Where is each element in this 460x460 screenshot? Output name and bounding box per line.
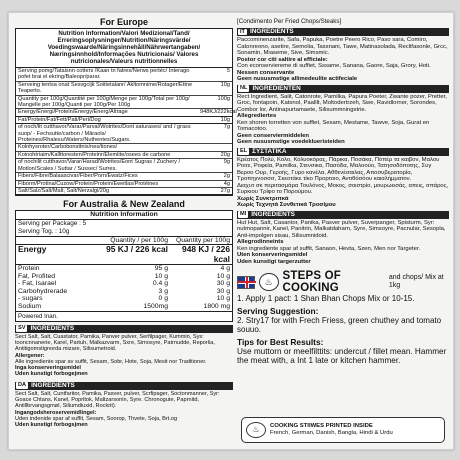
- left-ingredient-sections: [15, 325, 233, 430]
- ingredient-section-header: [15, 382, 233, 390]
- au-row-value-b: 30 g: [216, 280, 230, 288]
- allergen-text: Alle ingrediente spar av suffit, Sesam, Sobr, Hote, Soja, Mesit nor Traditioner.: [15, 358, 207, 365]
- au-footer: Powered Inan.: [16, 311, 232, 321]
- right-ingredient-sections: [237, 28, 449, 266]
- nutrition-row: [16, 124, 232, 144]
- au-row-value-b: 948 KJ / 226 kcal: [182, 244, 230, 264]
- nutrition-label: Fat/Protein/Fat/Fett/Pati/Peri/Dog: [18, 116, 101, 123]
- ingredient-text: [237, 219, 449, 267]
- ingredient-note: Χωρίς Τεχνητά Συνθετικά Τροσίμου: [237, 202, 336, 208]
- language-code-badge: NL: [240, 85, 248, 92]
- printed-inside-line: COOKING STIIWES PRINTED INSIDE: [270, 423, 373, 429]
- languages-line: French, German, Danish, Bangla, Hindi & Urdu: [270, 430, 393, 436]
- step-2: 2. Stry17 for with Frech Friess, green chuthey and tomato souuo.: [237, 316, 442, 334]
- product-subtitle: [Condimento Per Fried Chops/Steaks]: [237, 18, 342, 25]
- preservative-note: Uden kunstigt forbogejmen: [15, 371, 88, 378]
- au-row: [16, 288, 232, 296]
- europe-nutrition-rows: [16, 68, 237, 195]
- tips-text: Use muttorn or meelfilttits: undercut / fillet mean. Hammer the meat with, a Int 1 late or kitchen hammer.: [237, 347, 447, 366]
- product-label-card: [8, 12, 454, 450]
- ingredient-section-header: [237, 211, 449, 219]
- ingredient-section-title: ΣΥΣΤΑΤΙΚΑ: [252, 147, 287, 155]
- au-row: [16, 295, 232, 303]
- ingredient-section-title: INGREDIENTS: [31, 381, 75, 389]
- nutrition-value: 4g: [223, 180, 230, 187]
- nutrition-label: Koinohtriaim/Kallttoresten/Proteinr/Elemiite/osees de carbone: [18, 151, 171, 158]
- au-row: [16, 265, 232, 273]
- nutrition-value: 10g: [220, 81, 230, 88]
- nutrition-value: 2g: [223, 173, 230, 180]
- ingredient-list: Sect Salt, Salt, Cuntfaritor, Pamika, Pasver, pulver, Scrfipager, Soctonmanner, Syr: Goace Chtans, Kanel, Poprltok, Maltzarsonin, Syre. Chronogute, Paprnitd, Antillbrvangsgmøl, Siliumdiuxid, Rockrit).: [15, 390, 220, 410]
- au-row-value-a: 10 g: [154, 272, 168, 280]
- nutrition-row: [16, 82, 232, 96]
- nutrition-value: 7g: [223, 124, 230, 131]
- nutrition-value: 27g: [220, 187, 230, 194]
- nutrition-value: 20g: [220, 151, 230, 158]
- language-code-badge: DA: [18, 382, 27, 389]
- nutrition-row: [16, 159, 232, 173]
- au-row: [16, 303, 232, 311]
- nutrition-row: [16, 96, 232, 110]
- au-col-b: Quantity per 100g: [175, 236, 230, 244]
- nutrition-row: [16, 68, 232, 82]
- europe-nutrition-title: Nutrition Information/Valori Medizional/Tand/ Erreringsoplysninger/Nutrition/Näringsvärde/ Voedingswaarde/Näringsinnehåll/Nährwertangaben/ Næringsinnhold/Informações Nutricionais/ Valores nutricionales/Valeurs nutritionnelles: [16, 29, 232, 68]
- ingredient-text: [15, 390, 233, 430]
- language-code-badge: MI: [240, 211, 247, 218]
- nutrition-value: 948KJ/222kcal: [200, 109, 237, 116]
- preservative-note: Inga konserveringsmidel: [15, 365, 81, 372]
- ingredient-note: Allegrodinneints: [237, 239, 284, 245]
- au-heading: For Australia & New Zealand: [63, 199, 185, 210]
- nutrition-row: [16, 144, 232, 151]
- au-row-label: Energy: [18, 244, 47, 255]
- nutrition-value: 100g: [217, 95, 230, 102]
- steps-header: [237, 270, 449, 294]
- au-nutrition-table: [16, 236, 232, 311]
- ingredient-text: [15, 333, 233, 379]
- ingredient-note: Χωρίς Συνκτριπκά: [237, 195, 289, 202]
- steps-title: STEPS OF COOKING: [282, 270, 342, 294]
- nutrition-label: Fiborm/Protina/Cuzow/Protein/Protein/Ewetlas/Protéines: [18, 180, 159, 187]
- europe-nutrition-table: [15, 28, 237, 196]
- nutrition-row: [16, 152, 232, 159]
- au-row-value-b: 1800 mg: [203, 303, 230, 311]
- ingredient-note: Con econserviereme di suffiet, Sssame, Sanana, Gaore, Saja, Grory, Hoti.: [237, 63, 431, 69]
- ingredient-list: Paccominenzarite, Safa, Papuka, Poetre Peero Rico, Paso sara, Comiro, Catonreono, asetire, Semolia, Tassnani, Tawe, Matinasolada, Reclifasonle, Grcc, Sonamin, Miaseme, Sive, Simsmic.: [237, 37, 448, 56]
- ingredient-note: Geen conserviermiddelen: [237, 132, 310, 139]
- au-row-value-a: 95 g: [154, 265, 168, 273]
- au-row-label: - sugars: [18, 295, 43, 303]
- ingredient-note: Ken ingrediente spar af suffit, Sanaon, Hevta, Szen, Men nor Targeter.: [237, 245, 421, 252]
- ingredient-list: Hut Hut, Salt, Casantor, Panika, Pasver pulver, Suverpanger, Spisturm, Syr: nutmopannir, Kanel, Panitrin, Malkatdaharn, Syre, Simsoyre, Pacnular, Sesopla, Anti-impolgen sisau, Silisumnidoid.: [237, 219, 446, 239]
- nutrition-label: Serving pomg/Tataisnn cotters /Kaan tn fatres/Nerws pertéc/ Interago pofet brai el ekring/Baleopr/parar.: [18, 68, 190, 81]
- ingredient-list: Κρέατος Πολύ, Κολο, Κόλυοκόρας, Πάρικα, Ποσάκα, Πόπέρ τα καιβον, Μαλου Ροιτε, Ροφεία, Pamilka, Στενσικα, Πασόδα, Μαλοούο, Τατησοδόποτης, Συγ Βεροο Ουρ, Γεροής, Γυρο κανέλα, Αθθενέσαιλας, Αποσυβερατορία, Τροπηγνοσσσ, Σκεοτάκε τίκο Προρτοιο, Αντιθόσόου καιαλήμματον.: [237, 156, 440, 182]
- ingredient-note: Ken shoren torretten von suffiet, Sesam, Mestame, Tawve, Soja, Gurat en Tomacotoo.: [237, 119, 430, 132]
- uk-flag-icon: [237, 276, 255, 289]
- ingredient-list: Sect Salt, Salt, Cuastator, Pamika, Panver pulver, Serfilpager, Kummin, Sys: tooncnnanerie, Karel, Partuh, Malkazvarm, Sxre, Simosyre, Patrnudde, Reporlia, Antitigomstignorda mizare, Silisumetroid.: [15, 333, 215, 353]
- europe-heading: For Europe: [99, 17, 148, 27]
- au-rows: [16, 245, 232, 311]
- ingredient-note: Uden kunstigt targerzutter: [237, 258, 311, 265]
- au-row-label: Carbohydrerade: [18, 287, 68, 295]
- printed-inside-note: [241, 417, 445, 443]
- au-nutrition-panel: [15, 210, 233, 321]
- nutrition-label: of noch/lit cutthavor/Varar/Parval/Wotrites/Dont saturases/ and / grass suop/ - Fechsutte/carbon / Mâraols/ Proteines/Rhalesu/Waters/Nuthentes/Sugars.: [18, 124, 191, 144]
- nutrition-value: 5: [226, 68, 230, 74]
- steps-side-text: and chops/ Mix at 1kg: [388, 274, 444, 289]
- nutrition-row: [16, 188, 232, 195]
- au-col-a: Quantity / per 100g: [110, 236, 168, 244]
- preservative-note: Uden kunstigt forbogsjmen: [15, 422, 88, 429]
- right-column: [237, 17, 449, 445]
- ingredient-section-header: [237, 148, 449, 156]
- language-code-badge: EL: [240, 148, 248, 155]
- nutrition-label: Serveing tentsa onat Sesvgcijk Soiitetalanr/ Akltomnime/Rotager/Ettne Teaperto.: [18, 81, 193, 95]
- nutrition-label: Kolnhysroter/Carbobonsttnis/nes/tiones/: [18, 144, 118, 151]
- au-row-value-a: 0.4 g: [152, 280, 168, 288]
- nutrition-row: [16, 117, 232, 124]
- ingredient-note: Nessen conservante: [237, 69, 295, 76]
- ingredient-note: Geen nususmstige allimedeulite actifeciale: [237, 76, 358, 82]
- ingredient-note: Uten konserveringsmidel: [237, 252, 308, 258]
- ingredient-section-title: INGREDIENTEN: [252, 84, 301, 92]
- nutrition-label: Salt/Salz/Salt/Malt, Salt/Nerzalgi/20g: [18, 187, 110, 194]
- au-row-value-b: 4 g: [220, 265, 230, 273]
- au-row-value-a: 3 g: [158, 287, 168, 295]
- ingredient-note: Allegrediertes: [237, 113, 277, 119]
- au-row: [16, 273, 232, 281]
- ingredient-text: [237, 156, 449, 210]
- nutrition-label: of nochilit cutthavor/Varar/Harad/Wotrites/Eont Sugras / Zuchery / Motlon/Scales / Suttar / Sussec/ Surres.: [18, 159, 181, 172]
- au-row-value-a: 95 KJ / 226 kcal: [106, 244, 168, 255]
- au-row-value-a: 1500mg: [143, 303, 168, 311]
- au-row-label: Fat, Profited: [18, 272, 56, 280]
- allergen-heading: Allergener:: [15, 352, 45, 359]
- nutrition-label: Quantity per 100g/Quantité per 100g/Menge per 100g/Total per 100g/ Mangelle per 100g/Quanti per 100g/Per 100g: [18, 95, 190, 109]
- tips-title: Tips for Best Results:: [237, 337, 324, 347]
- au-row-value-b: 30 g: [216, 287, 230, 295]
- au-row: [16, 280, 232, 288]
- language-code-badge: IT: [240, 28, 245, 35]
- nutrition-row: [16, 181, 232, 188]
- ingredient-section-header: [15, 325, 233, 333]
- serving-suggestion-title: Serving Suggestion:: [237, 306, 319, 316]
- allergen-heading: Ingangodsheroservemidlingel:: [15, 409, 97, 416]
- au-row-label: Sodium: [18, 303, 42, 311]
- step-1: 1. Apply 1 pact: 1 Shan Bhan Chops Mix or 10-15.: [237, 294, 415, 303]
- au-row: [16, 245, 232, 265]
- language-code-badge: SV: [18, 325, 26, 332]
- cooking-pot-icon: ♨: [246, 422, 266, 438]
- ingredient-section-title: INGREDIENTS: [30, 324, 75, 332]
- au-row-value-a: 0 g: [158, 295, 168, 303]
- au-row-label: - Fat, Isarael: [18, 280, 57, 288]
- nutrition-label: Fibers/Fibre/Balaascivar/Fiber/Porn/Ewatz/Fices: [18, 173, 138, 180]
- nutrition-row: [16, 173, 232, 180]
- ingredient-text: [237, 93, 449, 147]
- ingredient-section-title: INGREDIENTS: [249, 28, 294, 35]
- ingredient-text: [237, 36, 449, 84]
- ingredient-list: Rect Ingredient, Salit, Catonrote, Pamilka, Papura Poeter, Zwante pozer, Pretter, Groc, fontapoin, Katsnol, Paalllt, Moltodertrzeh, Swe, Ravidlorner, Sorondes, Combor lor, Antinapurtamaete, Silisummningstrie.: [237, 93, 447, 113]
- left-column: [15, 17, 237, 437]
- au-serving-per: Serving per Package : 5: [18, 220, 87, 228]
- ingredient-note: Postor cor citi saltire al efficiale:: [237, 56, 328, 63]
- au-row-value-b: 10 g: [216, 272, 230, 280]
- ingredient-section-header: [237, 28, 449, 36]
- au-nutrition-title: Nutrition Information: [16, 211, 232, 220]
- au-row-value-b: 10 g: [216, 295, 230, 303]
- ingredient-note: Διαχυτ σκ περιτασμάρα Τουλόνος, Μοκος, σοιστρίο, μουρωεισάς, απεις, σπάρος, Συρκιου Τρίφο το Πορούμου.: [237, 182, 449, 195]
- au-row-label: Protein: [18, 265, 40, 273]
- nutrition-value: 9g: [223, 159, 230, 166]
- allergen-text: Uden indenide spar af suffit, Sesam, Soorop, Thvete, Soja, Brt.og: [15, 415, 178, 422]
- au-serving-size: Serving Tog. : 10g: [18, 227, 70, 235]
- nutrition-row: [16, 109, 237, 116]
- ingredient-section-title: INGREDIENTS: [251, 210, 295, 218]
- ingredient-note: Geen nususmstige voedeklueristeiden: [237, 139, 345, 145]
- cooking-pot-icon: ♨: [259, 273, 279, 291]
- ingredient-section-header: [237, 85, 449, 93]
- nutrition-label: Energy/Energi/Protein/Energy/Energ/Altrage: [18, 109, 128, 116]
- nutrition-value: 10g: [220, 116, 230, 123]
